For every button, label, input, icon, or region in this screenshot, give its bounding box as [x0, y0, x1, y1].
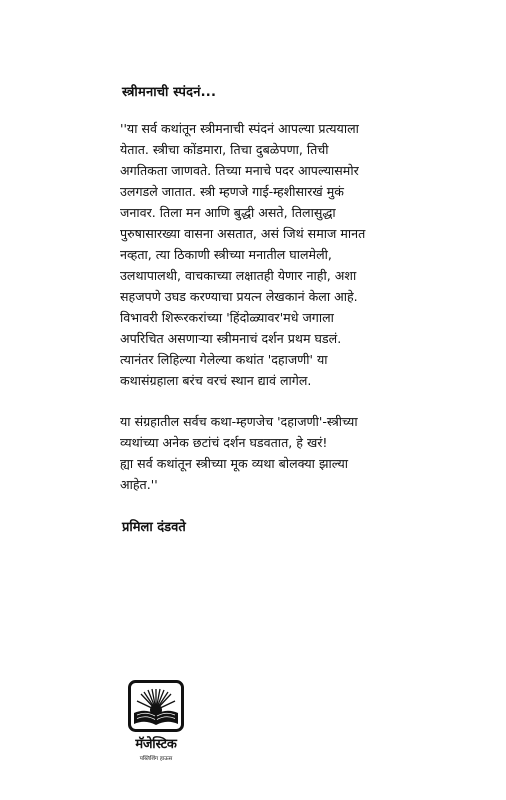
- text-line: व्यथांच्या अनेक छटांचं दर्शन घडवतात, हे खरं!: [120, 435, 328, 450]
- open-book-sunburst-icon: [128, 680, 184, 732]
- text-line: ह्या सर्व कथांतून स्त्रीच्या मूक व्यथा बोलक्या झाल्या: [120, 456, 349, 471]
- publisher-subtitle: पब्लिशिंग हाऊस: [139, 756, 173, 762]
- text-line: ''या सर्व कथांतून स्त्रीमनाची स्पंदनं आपल्या प्रत्ययाला: [120, 121, 359, 136]
- text-line: सहजपणे उघड करण्याचा प्रयत्न लेखकानं केला आहे.: [120, 289, 358, 304]
- text-line: विभावरी शिरूरकरांच्या 'हिंदोळ्यावर'मधे जगाला: [120, 310, 334, 325]
- text-line: अगतिकता जाणवते. तिच्या मनाचे पदर आपल्यासमोर: [120, 163, 359, 178]
- text-line: अपरिचित असणाऱ्या स्त्रीमनाचं दर्शन प्रथम घडलं.: [120, 331, 342, 346]
- text-line: नव्हता, त्या ठिकाणी स्त्रीच्या मनातील घालमेली,: [120, 247, 332, 262]
- text-line: त्यानंतर लिहिल्या गेलेल्या कथांत 'दहाजणी' या: [120, 352, 328, 367]
- text-line: पुरुषासारख्या वासना असतात, असं जिथं समाज मानत: [120, 226, 366, 241]
- text-line: या संग्रहातील सर्वच कथा-म्हणजेच 'दहाजणी'-स्त्रीच्या: [120, 414, 358, 429]
- text-line: उलगडले जातात. स्त्री म्हणजे गाई-म्हशीसारखं मुकं: [120, 184, 344, 199]
- closing-paragraph: [120, 411, 358, 495]
- quote-paragraph: [120, 118, 365, 391]
- text-line: जनावर. तिला मन आणि बुद्धी असते, तिलासुद्धा: [120, 205, 336, 220]
- text-line: येतात. स्त्रीचा कोंडमारा, तिचा दुबळेपणा, तिची: [120, 142, 329, 157]
- author-signature: प्रमिला दंडवते: [122, 520, 186, 535]
- text-line: उलथापालथी, वाचकाच्या लक्षातही येणार नाही, अशा: [120, 268, 357, 283]
- publisher-name: मॅजेस्टिक: [135, 737, 177, 752]
- text-line: आहेत.'': [120, 477, 158, 492]
- section-heading: स्त्रीमनाची स्पंदनं...: [122, 85, 217, 100]
- publisher-logo: [120, 680, 192, 776]
- text-line: कथासंग्रहाला बरंच वरचं स्थान द्यावं लागेल.: [120, 373, 312, 388]
